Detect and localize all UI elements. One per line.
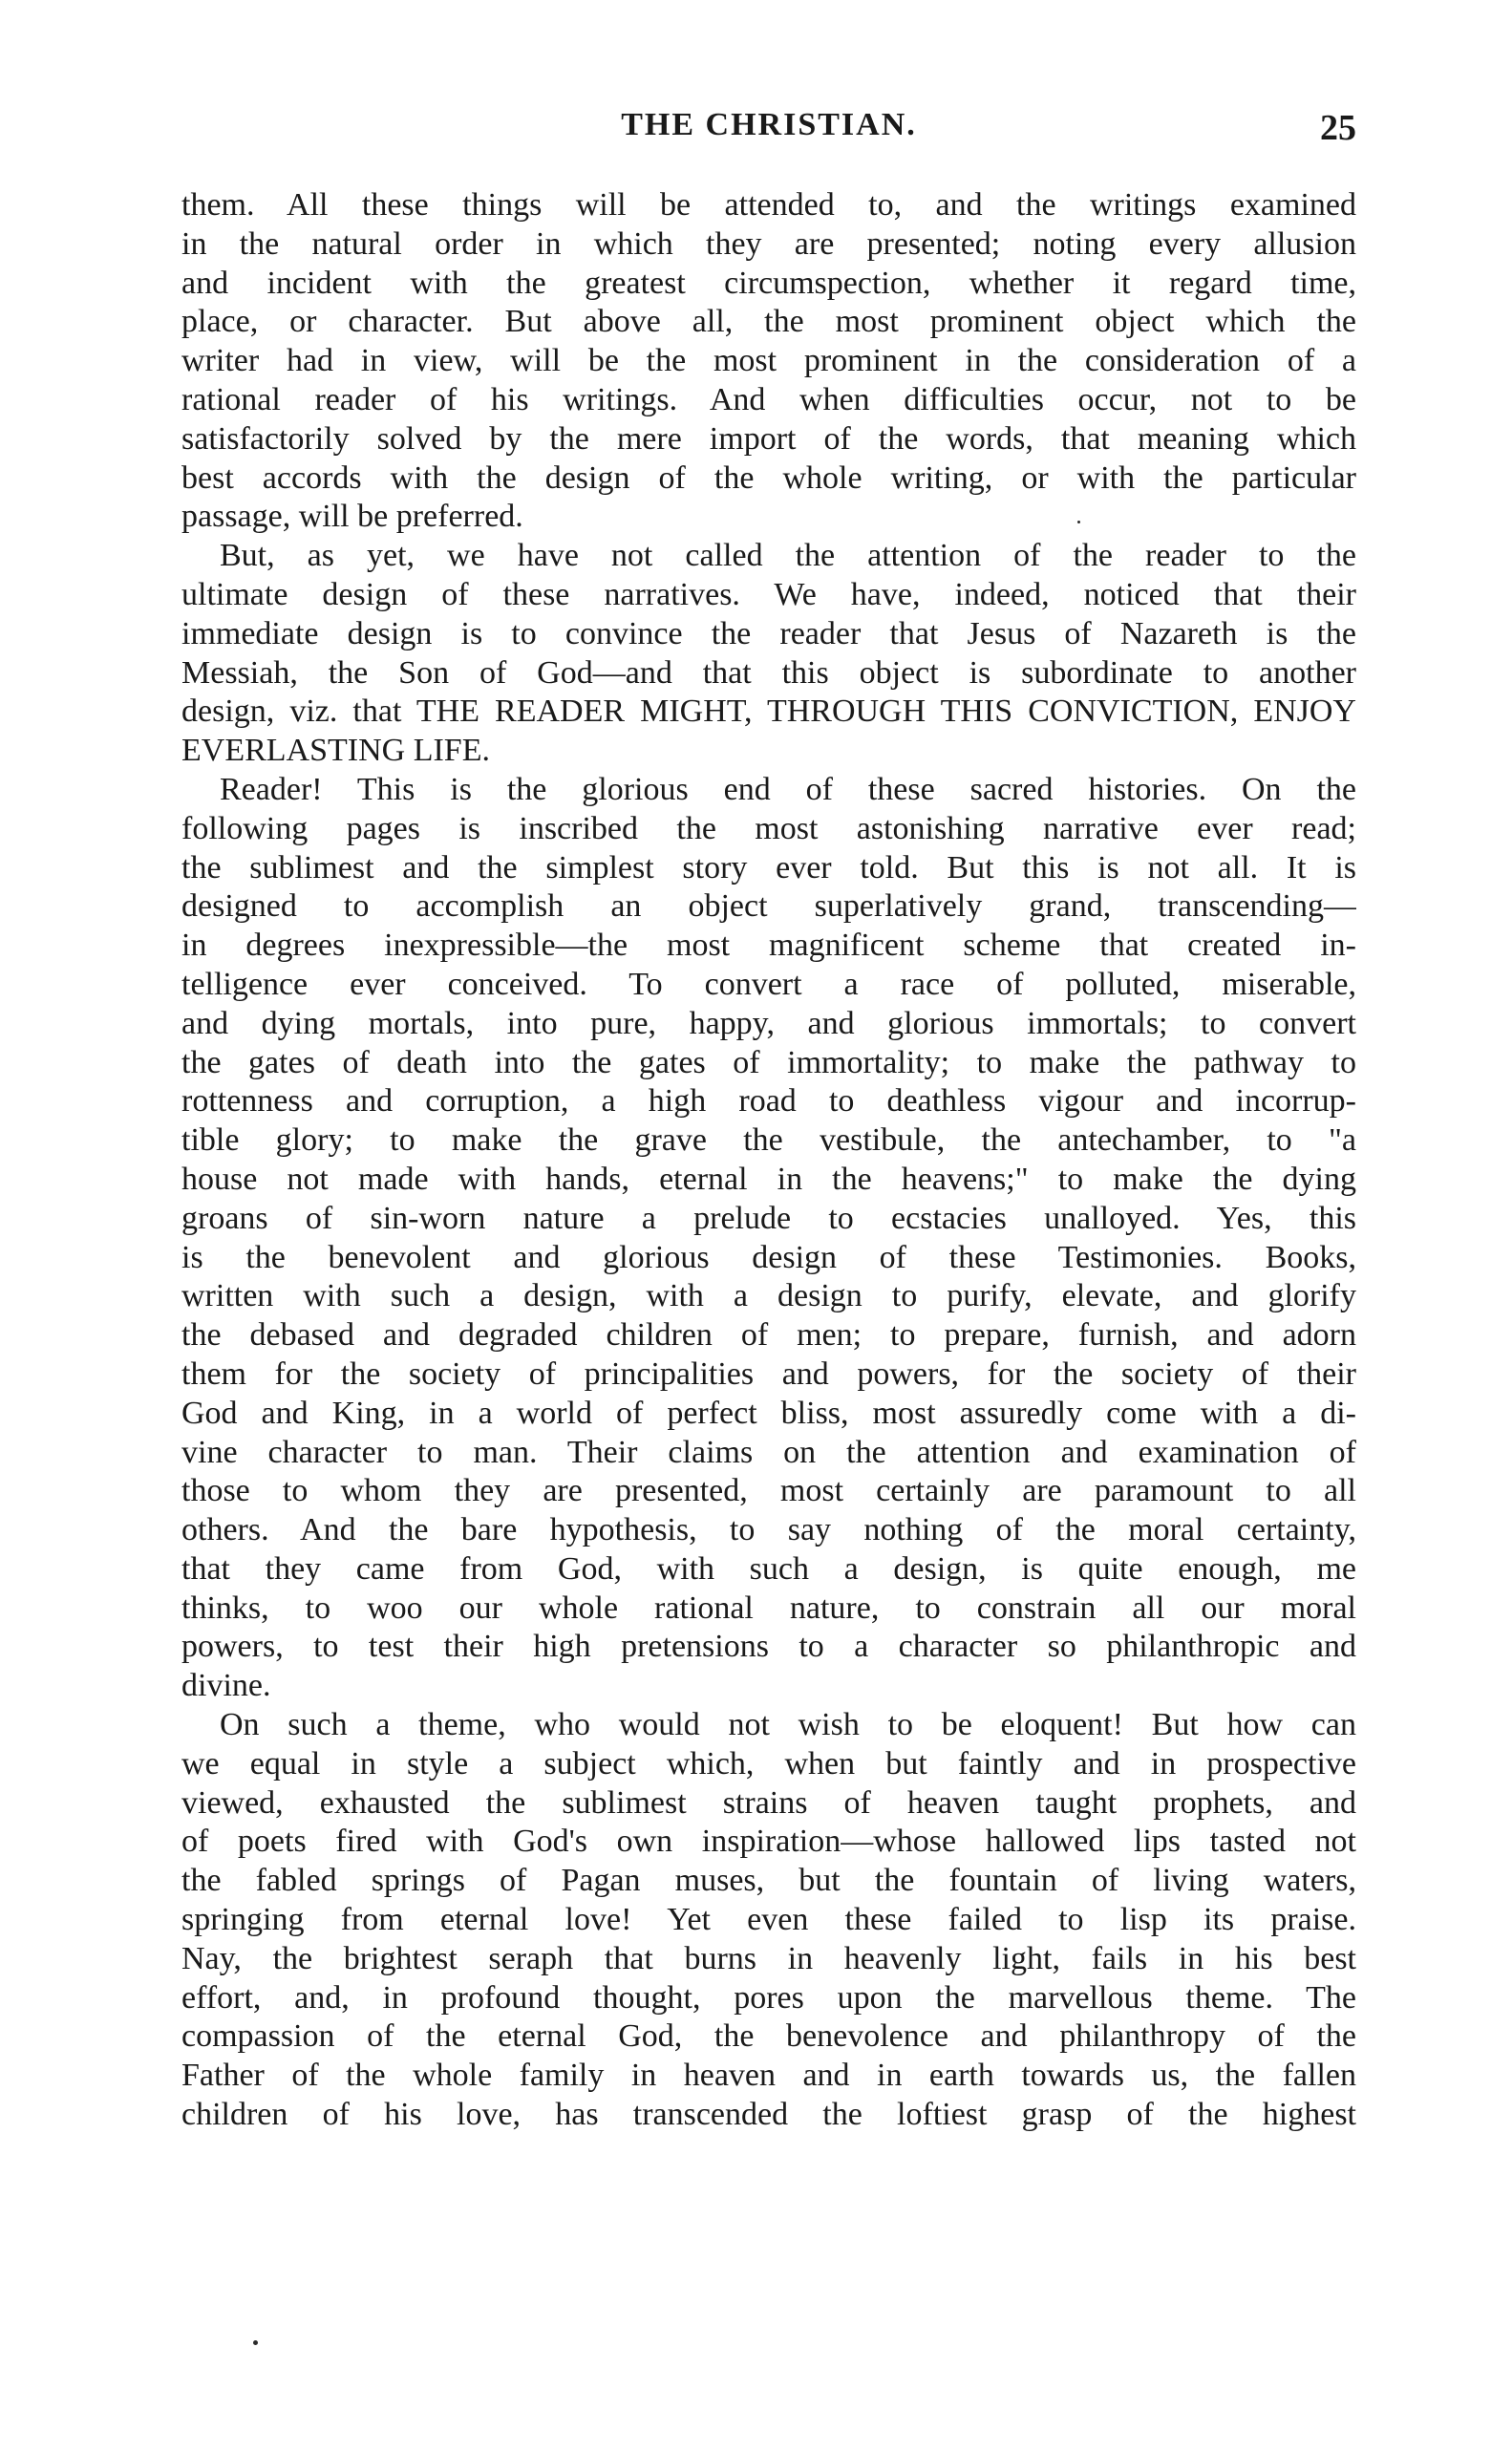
- text-line: following pages is inscribed the most astonishing narrative ever read;: [181, 810, 1356, 846]
- text-line: ultimate design of these narratives. We have, indeed, noticed that their: [181, 576, 1356, 612]
- text-line: in degrees inexpressible—the most magnificent scheme that created in-: [181, 928, 1356, 964]
- text-line: divine.: [181, 1668, 271, 1704]
- text-line: powers, to test their high pretensions to a character so philanthropic and: [181, 1629, 1356, 1665]
- text-line: and incident with the greatest circumspection, whether it regard time,: [181, 265, 1356, 301]
- text-line: telligence ever conceived. To convert a race of polluted, miserable,: [181, 966, 1356, 1002]
- ink-speck: [253, 2340, 258, 2345]
- text-line: place, or character. But above all, the most prominent object which the: [181, 304, 1356, 340]
- paragraph-start-line: On such a theme, who would not wish to be eloquent! But how can: [220, 1707, 1356, 1743]
- text-line: of poets fired with God's own inspiration—whose hallowed lips tasted not: [181, 1824, 1356, 1860]
- text-line: is the benevolent and glorious design of these Testimonies. Books,: [181, 1239, 1356, 1275]
- text-line: and dying mortals, into pure, happy, and glorious immortals; to convert: [181, 1005, 1356, 1041]
- text-line: God and King, in a world of perfect bliss, most assuredly come with a di-: [181, 1395, 1356, 1431]
- text-line: children of his love, has transcended the loftiest grasp of the highest: [181, 2097, 1356, 2133]
- text-line: immediate design is to convince the reader that Jesus of Nazareth is the: [181, 615, 1356, 651]
- text-line: the gates of death into the gates of immortality; to make the pathway to: [181, 1044, 1356, 1080]
- text-line: house not made with hands, eternal in the heavens;" to make the dying: [181, 1161, 1356, 1197]
- page-header: [181, 107, 1356, 155]
- text-line: Messiah, the Son of God—and that this object is subordinate to another: [181, 654, 1356, 691]
- text-line: passage, will be preferred.: [181, 499, 523, 535]
- text-line: writer had in view, will be the most prominent in the consideration of a: [181, 343, 1356, 379]
- text-line: effort, and, in profound thought, pores upon the marvellous theme. The: [181, 1979, 1356, 2016]
- text-line: written with such a design, with a design to purify, elevate, and glorify: [181, 1278, 1356, 1314]
- text-line: in the natural order in which they are presented; noting every allusion: [181, 225, 1356, 262]
- text-line: satisfactorily solved by the mere import of the words, that meaning which: [181, 420, 1356, 457]
- text-line: we equal in style a subject which, when but faintly and in prospective: [181, 1745, 1356, 1782]
- text-line: them for the society of principalities and powers, for the society of their: [181, 1355, 1356, 1392]
- text-line: the fabled springs of Pagan muses, but the fountain of living waters,: [181, 1863, 1356, 1899]
- text-line: vine character to man. Their claims on the attention and examination of: [181, 1434, 1356, 1470]
- page-number: 25: [1320, 108, 1356, 148]
- text-line: compassion of the eternal God, the benevolence and philanthropy of the: [181, 2018, 1356, 2055]
- text-line: EVERLASTING LIFE.: [181, 733, 490, 769]
- text-line: best accords with the design of the whole writing, or with the particular: [181, 459, 1356, 496]
- text-line: groans of sin-worn nature a prelude to ecstacies unalloyed. Yes, this: [181, 1200, 1356, 1236]
- text-line: viewed, exhausted the sublimest strains of heaven taught prophets, and: [181, 1784, 1356, 1821]
- text-line: the debased and degraded children of men; to prepare, furnish, and adorn: [181, 1317, 1356, 1354]
- text-line: rational reader of his writings. And when difficulties occur, not to be: [181, 381, 1356, 417]
- body-text: [181, 186, 1356, 2135]
- text-line: Nay, the brightest seraph that burns in heavenly light, fails in his best: [181, 1940, 1356, 1976]
- text-line: others. And the bare hypothesis, to say nothing of the moral certainty,: [181, 1512, 1356, 1548]
- text-line: designed to accomplish an object superlatively grand, transcending—: [181, 888, 1356, 925]
- text-line: tible glory; to make the grave the vestibule, the antechamber, to "a: [181, 1122, 1356, 1159]
- paragraph-start-line: But, as yet, we have not called the attention of the reader to the: [220, 538, 1356, 574]
- text-line: those to whom they are presented, most certainly are paramount to all: [181, 1473, 1356, 1509]
- text-line: design, viz. that THE READER MIGHT, THROUGH THIS CONVICTION, ENJOY: [181, 694, 1356, 730]
- text-line: the sublimest and the simplest story ever told. But this is not all. It is: [181, 849, 1356, 886]
- text-line: that they came from God, with such a design, is quite enough, me: [181, 1550, 1356, 1587]
- running-title: THE CHRISTIAN.: [621, 107, 917, 142]
- ink-speck: [1077, 521, 1080, 523]
- text-line: thinks, to woo our whole rational nature, to constrain all our moral: [181, 1590, 1356, 1626]
- paragraph-start-line: Reader! This is the glorious end of these sacred histories. On the: [220, 771, 1356, 807]
- text-line: springing from eternal love! Yet even these failed to lisp its praise.: [181, 1902, 1356, 1938]
- text-line: Father of the whole family in heaven and in earth towards us, the fallen: [181, 2058, 1356, 2094]
- text-line: rottenness and corruption, a high road to deathless vigour and incorrup-: [181, 1083, 1356, 1120]
- text-line: them. All these things will be attended to, and the writings examined: [181, 187, 1356, 223]
